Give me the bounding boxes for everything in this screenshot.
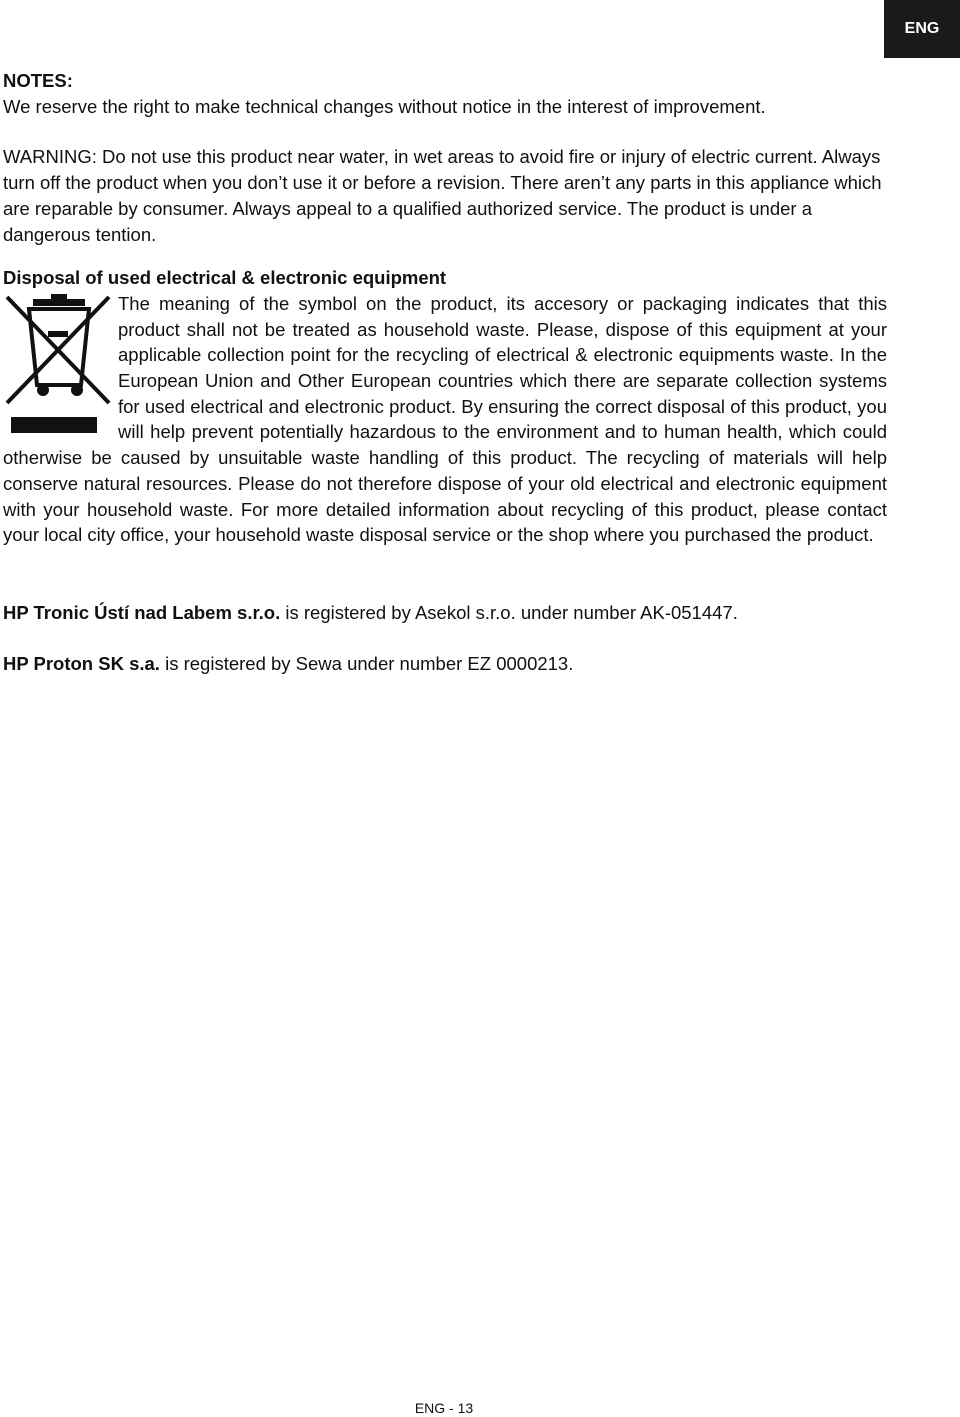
warning-paragraph (3, 144, 887, 247)
notes-text: We reserve the right to make technical changes without notice in the interest of improvement. (3, 95, 766, 117)
language-tab: ENG (884, 0, 960, 58)
disposal-text: The meaning of the symbol on the product, its accesory or packaging indicates that this product shall not be treated as household waste. Please, dispose of this equipment at your applicable collection point for the recycling of electrical & electronic equipments waste. In the European Union and Other European countries which there are separate collection systems for used electrical and electronic product. By ensuring the correct disposal of this product, you will help prevent potentially hazardous to the environment and to human health, which could otherwise be caused by unsuitable waste handling of this product. The recycling of materials will help conserve natural resources. Please do not therefore dispose of your old electrical and electronic equipment with your household waste. For more detailed information about recycling of this product, please contact your local city office, your household waste disposal service or the shop where you purchased the product. (3, 292, 887, 546)
crossed-out-wheelie-bin-icon (3, 293, 113, 435)
registration-company-1: HP Tronic Ústí nad Labem s.r.o. (3, 601, 281, 623)
registration-text-2: is registered by Sewa under number EZ 0000213. (159, 652, 574, 674)
registration-company-2: HP Proton SK s.a. (3, 652, 160, 674)
disposal-section (3, 291, 887, 548)
warning-label: WARNING: (3, 146, 97, 168)
registration-line-2 (3, 651, 887, 677)
disposal-heading: Disposal of used electrical & electronic equipment (3, 267, 447, 289)
registration-text-1: is registered by Asekol s.r.o. under number AK-051447. (280, 601, 738, 623)
notes-heading: NOTES: (3, 70, 73, 91)
registration-line-1 (3, 600, 887, 626)
warning-text: Do not use this product near water, in wet areas to avoid fire or injury of electric current. Always turn off the product when you don’t use it or before a revision. There aren’t any parts in this appliance which are reparable by consumer. Always appeal to a qualified authorized service. The product is under a dangerous tention. (3, 146, 882, 245)
page-content (3, 68, 887, 676)
page-number: ENG - 13 (414, 1400, 474, 1416)
